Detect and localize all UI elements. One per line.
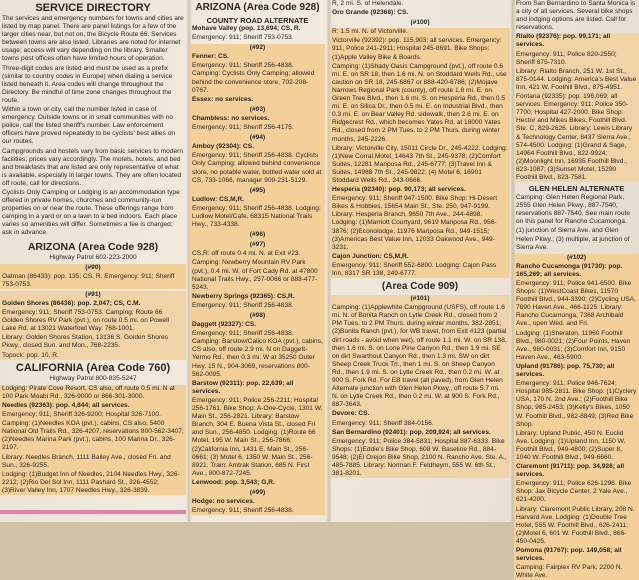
arizona-header: ARIZONA (Area Code 928) xyxy=(27,240,159,253)
fenner-details: Emergency: 911; Sheriff 256-4838. Camping: Cyclists Only Camping; allowed behind the convenience store, 702-208-0767. xyxy=(192,62,315,94)
area-code-909-header: (Area Code 909) xyxy=(381,281,459,293)
san-bernardino-details: Emergency: 911; Police 384-5831; Hospital 887-6333. Bike Shops: (1)Eddie's Bike Shop, 608 W. Baseline Rd., 884-9548; (2)El Orejon Bike Shop, 2100 N. Rancho Ave. Ste. A., 485-7885. Library: Norman F. Feldheym, 555 W. 6th St., 381-8201. xyxy=(332,437,507,478)
rialto-library: Library: Rialto Branch, 251 W. 1st St., 875-0144. Lodging: America's Best Value Inn, 421 W. Foothill Blvd., 875-4951. xyxy=(516,67,637,91)
golden-shores-details: Emergency: 911; Sheriff 753-0753. Camping: Route 66 Golden Shores RV Park (pvt.), on route 0.5 mi. on Powell Lake Rd. at 13021 Waterfowl Way. 768-1001. xyxy=(2,309,170,333)
chambless-emergency: Emergency: 911; Sheriff 256-4175. xyxy=(192,124,294,132)
cyclists-only-note: Cyclists Only Camping or Lodging is an accommodation type offered in private homes, churches and community-run properties on or near the route. These offerings range from camping in a yard or on a lawn to a bed indoors. Each place varies so amenities will differ. Sometimes a fee is charged; ask in advance. xyxy=(2,188,180,237)
needles-library: Library: Needles Branch, 1111 Bailey Ave., closed Fri. and Sun., 326-9255. xyxy=(2,453,171,469)
needles-emergency: Emergency: 911; Sheriff 326-9200; Hospital 326-7100. xyxy=(2,411,161,419)
barstow-entry: Barstow (92311): pop. 22,639; all services. xyxy=(192,379,294,395)
panel-100: (#100) xyxy=(410,19,430,27)
county-road-alternate-header: COUNTY ROAD ALTERNATE xyxy=(206,16,309,25)
helendale-entry: R, 2 mi. S. of Helendale. xyxy=(332,0,404,7)
hesperia-details: Emergency: 911; Sheriff 947-1500. Bike Shop: Hi-Desert Bikes & Hobbies, 15654 Main St., Ste. 250, 947-9199. Library: Hesperia Branch, 9650 7th Ave., 244-4898. Lodging: (1)Marriott Courtyard, 9619 Mariposa Rd., 956-3876; (2)Econolodge, 11976 Mariposa Rd., 949-1515; (3)Americas Best Value Inn, 12033 Oakwood Ave., 949-3231. xyxy=(332,195,498,251)
oro-grande-entry: Oro Grande (92368): CS. xyxy=(332,9,409,17)
victorville-camping: Camping: (1)Shady Oasis Campground (pvt.), off route 0.6 mi. E. on SR 18, then 1.6 mi. N. on Stoddard Wells Rd., use caution on SR 18, 245-6867 or 888-420-6786; (2)Mojave Narrows Regional Park (county), off route 1.8 mi. E. on Green Tree Blvd., then 1.6 mi. S. on Hesperia Rd., then 0.5 mi. E. on Silica Dr., then 0.5 mi. E. on Industrial Blvd., then 0.3 mi. E. on Bear Valley Rd. sidewalk, then 2.6 mi. E. on Ridgecrest Rd., which becomes Yates Rd. at 18000 Yates Rd., closed from 2 PM Tues. to 2 PM Thurs. during winter months, 245-2226. xyxy=(332,62,507,143)
fontana-entry: Fontana (92335): pop. 196,069; all services. Emergency: 911; Police 350-7700; Hospital 427-2000. Bike Shop: Hector and Mikes Bikes, Foothill Blvd. Ste. C, 829-2626. Library: Lewis Library & Technology Center, 8437 Sierra Ave., 574-4500. Lodging: (1)Grand & Sage, 14964 Foothill Blvd., 822-9924; (2)Moonlight Inn, 16935 Foothill Blvd., 823-1087; (3)Sunset Motel, 15290 Foothill Blvd., 823-7581. xyxy=(516,93,633,181)
california-header: CALIFORNIA (Area Code 760) xyxy=(15,361,171,374)
newberry-springs-entry: Newberry Springs (92365): CS,R. xyxy=(192,292,295,300)
mohave-valley-entry: Mohave Valley (pop. 13,694; CS, R. xyxy=(192,25,301,32)
directory-column-2 xyxy=(190,0,325,522)
hesperia-entry: Hesperia (92340): pop. 90,173; all services. xyxy=(332,186,466,194)
rancho-cucamonga-entry: Rancho Cucamonga (91730): pop. 165,269; all services. xyxy=(516,262,623,278)
rialto-emergency: Emergency: 911; Police 820-2550; Sheriff 875-7310. xyxy=(516,50,617,66)
fenner-entry: Fenner: CS. xyxy=(192,53,230,61)
golden-shores-library: Library: Golden Shores Station, 13136 S. Golden Shores Pkwy., closed Sun. and Mon., 768-2235. xyxy=(2,334,169,350)
glen-helen-junction: (1) junction of Sierra Ave. and Glen Helen Pkwy.; (3) multiple, at junction of Sierra Ave. xyxy=(516,227,630,251)
chambless-entry: Chambless: no services. xyxy=(192,114,270,122)
san-bernardino-entry: San Bernardino (92401): pop. 209,924; all services. xyxy=(332,428,491,436)
rialto-entry: Rialto (92376): pop. 99,171; all services. xyxy=(516,33,611,49)
pink-strip xyxy=(0,510,186,514)
pomona-entry: Pomona (91767): pop. 149,058; all services. xyxy=(516,547,622,563)
directory-column-4 xyxy=(514,0,639,580)
victorville-entry: Victorville (92392): pop. 115,903; all services. Emergency: 911; Police 241-2911; Hospital 245-8691. Bike Shops: (1)Apple Valley Bike & Boards. xyxy=(332,37,502,61)
ludlow-entry: Ludlow: CS,M,R. xyxy=(192,195,245,203)
newberry-springs-emergency: Emergency: 911; Sheriff 256-4838. xyxy=(192,301,294,309)
emergency-note: Within a town or city, call the number listed in case of emergency. Outside towns or in small communities with no police, call the listed sheriff's number. Law enforcement officers have proved repeatedly to be cyclists' best allies on our routes. xyxy=(2,106,176,146)
cajon-junction-entry: Cajon Junction: CS,M,R. xyxy=(332,252,409,260)
california-highway-patrol: Highway Patrol 800-835-5247 xyxy=(49,374,137,382)
devore-emergency: Emergency: 911; Sheriff 384-0156. xyxy=(332,419,434,427)
victorville-lodging: Library: Victorville City, 15011 Circle Dr., 245-4222. Lodging: (1)New Corral Motel, 14643 7th St., 245-9378; (2)Comfort Suites, 12281 Mariposa Rd., 245-6777; (3)Travel Inn & Suites, 14988 7th St., 245-9822; (4) Motel 6, 16901 Stoddard Wells Rd., 243-0666. xyxy=(332,144,508,184)
claremont-library: Library: Claremont Public Library, 208 N. Harvard Ave. Lodging: (1)Double Tree Hotel, 555 W. Foothill Blvd., 626-2411; (2)Motel 6, 601 W. Foothill Blvd., 866-450-0425. xyxy=(516,505,635,545)
directory-column-1 xyxy=(0,0,186,522)
panel-95: (#95) xyxy=(249,186,266,194)
upland-entry: Upland (91786): pop. 75,730; all services. xyxy=(516,362,615,379)
needles-entry: Needles (92363): pop. 4,844; all services. xyxy=(2,401,130,409)
ludlow-details: Emergency: 911; Sheriff 256-4838. Lodging: Ludlow Motel/Cafe, 68315 National Trails Hwy., 733-4338. xyxy=(192,204,321,229)
panel-90: (#90) xyxy=(85,263,101,271)
amboy-details: Emergency: 911; Sheriff 256-4838. Cyclists Only Camping: allowed behind convenience store, no potable water, bottled water sold at CS, 733-1066, manager 909-231-5129. xyxy=(192,152,322,184)
glen-helen-header: GLEN HELEN ALTERNATE xyxy=(528,184,625,194)
santa-monica-note: From San Bernardino to Santa Monica is a city of all services. Several bike shops and lodging options are listed. Call for reservations. xyxy=(516,0,636,32)
panel-96: (#96) xyxy=(249,231,266,239)
essex-entry: Essex: no services. xyxy=(192,95,254,103)
topock-entry: Topock: pop. 10, R. xyxy=(2,351,59,359)
rancho-cucamonga-lodging: Lodging: (1)Sheraton, 11960 Foothill Blvd., 980-0021; (2)Four Points, Haven Ave., 980-0031; (3)Comfort Inn, 9150 Haven Ave., 463-5900. xyxy=(516,329,631,361)
needles-camping: Camping: (1)Needles KOA (pvt.), cabins, CS also, 5400 National Old Trails Rd., 326-4207, reservations 800-562-3407; (2)Needles Marina Park (pvt.), cabins, 100 Marina Dr., 326-2197. xyxy=(2,420,184,452)
glen-helen-camping: Camping: Glen Helen Regional Park, 2555 Glen Helen Pkwy., 887-7540, reservations 887-7540. See main route on this panel for Rancho Cucamonga. xyxy=(516,194,630,226)
panel-93: (#93) xyxy=(249,105,266,113)
panel-91: (#91) xyxy=(85,290,101,298)
service-directory-title: SERVICE DIRECTORY xyxy=(35,2,151,14)
oatman-entry: Oatman (86433): pop. 135; CS, R. Emergency: 911; Sheriff 753-0753. xyxy=(2,272,175,288)
panel-99: (#99) xyxy=(249,488,266,496)
directory-column-3 xyxy=(330,0,510,522)
exit-23-entry: CS,R: off route 0.4 mi. N. at Exit #23. xyxy=(192,250,301,258)
amboy-entry: Amboy (92304): CS. xyxy=(192,143,254,151)
panel-92: (#92) xyxy=(249,44,266,52)
panel-101: (#101) xyxy=(410,295,430,303)
area-code-note: Three-digit codes are listed and must be used as a prefix (similar to country codes in Europe) when dialing a service listed beneath it. Area codes will change throughout the Directory. Be mindful of time zone changes throughout the route. xyxy=(2,64,173,104)
pomona-camping: Camping: Fairplex RV Park, 2200 N. White Ave. xyxy=(516,564,623,580)
upland-details: Emergency: 911; Police 946-7624; Hospital 985-2811. Bike Shop: (1)Cyclery USA, 170 N. 2nd Ave.; (2)Foothill Bike Shop, 985-2453; (3)Kelly's Bikes, 1050 W. Foothill Blvd., 982-8849; (3)Red Bike Shop. xyxy=(516,380,637,428)
claremont-details: Emergency: 911; Police 626-1296. Bike Shop: Jax Bicycle Center, 2 Yale Ave., 621-4200. xyxy=(516,480,632,504)
daggett-entry: Daggett (92327): CS. xyxy=(192,321,257,329)
golden-shores-entry: Golden Shores (86436): pop. 2,047; CS, C.M. xyxy=(2,300,141,307)
intro-text: The services and emergency numbers for towns and cities are listed by map panel. There are panel listings for a few of the larger cities near, but not on, the Bicycle Route 66. Services between towns are also listed. Libraries are noted for internet usage; access will vary depending on the library. Smaller towns post offices often have limited hours of operation. xyxy=(2,15,184,63)
panel-97: (#97) xyxy=(249,241,266,249)
daggett-details: Emergency: 911; Sheriff 256-4838. Camping: Barstow/Calico KOA (pvt.), cabins, CS also, off route 2.9 mi. N on Daggett-Yermo Rd., then 0.3 mi. W at 35250 Outer Hwy. 15 N., 904-3069, reservations 800-562-0095. xyxy=(192,330,323,378)
victorville-r-entry: R: 1.5 mi. N. of Victorville. xyxy=(332,28,408,36)
newberry-camping: Camping: Newberry Mountain RV Park (pvt.), 0.4 mi. W. of Fort Cady Rd. at 47800 National Trails Hwy., 257-0066 or 888-477-5243. xyxy=(192,259,318,291)
panel-98: (#98) xyxy=(249,312,266,319)
cajon-junction-details: Emergency: 911; Sheriff 552-6800. Lodging: Cajon Pass Inn, 8317 SR 138, 249-6777. xyxy=(332,261,497,277)
pirate-cove-entry: Lodging: Pirate Cove Resort, CS also, off route 0.5 mi. N at 100 Park Moabi Rd., 326-9000 or 866-301-3000. xyxy=(2,384,175,400)
claremont-entry: Claremont (91711): pop. 34,926; all services. xyxy=(516,463,625,479)
panel-94: (#94) xyxy=(249,134,266,142)
upland-library: Library: Upland Public, 450 N. Euclid Ave. Lodging: (1)Upland Inn, 1150 W. Foothill Blvd., 949-4800; (2)Super 8, 1040 W. Foothill Blvd., 949-6660. xyxy=(516,429,626,461)
needles-lodging: Lodging: (1)Budget Inn of Needles, 2104 Needles Hwy., 326-2212; (2)Rio Del Sol Inn, 1111 Pashard St., 326-4552; (3)River Valley Inn, 1707 Needles Hwy., 326-3839. xyxy=(2,470,180,494)
hodge-emergency: Emergency: 911; Sheriff 256-4838. xyxy=(192,507,294,515)
applewhite-camping: Camping: (1)Applewhite Campground (USFS), off route 1.6 mi. N. of Bonita Ranch on Lytle Creek Rd., closed from 2 PM Tues. to 2 PM Thurs. during winter months, 382-2851; (2)Bonita Ranch (pvt.), for WB travel, from Exit #123 (partial dirt roads - avoid when wet), off route 1.1 mi. W. on SR 138, then 1.6 mi. S. on Lone Pine Canyon Rd., then 1.9 mi. SE on dirt Swarthout Canyon Rd., then 1.3 mi. SW on dirt Sheep Creek Truck Trl., then 1 mi. S. on Sheep Canyon Rd., then 1.9 mi. S. on Lytle Creek Rd., then 0.2 mi. W. at 900 S. Fork Rd. For EB travel (all paved), from Glen Helen Alternate junction with Glen Helen Pkwy., off route 5.7 mi. N. on Lytle Creek Rd., then 0.2 mi. W. at 900 S. Fork Rd., 887-3643. xyxy=(332,304,507,409)
barstow-details: Emergency: 911; Police 256-2211; Hospital 256-1761. Bike Shop: A-One-Cycle, 1301 W. Main St., 256-2821. Library: Barstow Branch, 304 E. Buena Vista St., closed Fri and Sun., 256-4850. Lodging: (1)Route 66 Motel, 195 W. Main St., 256-7866; (2)California Inn, 1431 E. Main St., 256-0661; (3) Motel 6, 1350 W. Main St., 256-8921. Train: Amtrak Station, 685 N. First Ave., 800-872-7245. xyxy=(192,396,323,477)
arizona-header-2: ARIZONA (Area Code 928) xyxy=(195,2,320,13)
devore-entry: Devore: CS. xyxy=(332,410,370,418)
hodge-entry: Hodge: no services. xyxy=(192,498,255,506)
rancho-cucamonga-details: Emergency: 911; Police 941-6500. Bike Shops: (1)WestCoast Bikes, 11570 Foothill Blvd., 944-3390; (2)Cycling USA, 7890 Haven Ave., 466-1125. Library: Rancho Cucamonga, 7368 Archibald Ave., open Wed. and Fri. xyxy=(516,280,636,328)
lenwood-entry: Lenwood: pop. 3,543; G,R. xyxy=(192,478,275,486)
panel-102: (#102) xyxy=(566,253,587,261)
arizona-highway-patrol: Highway Patrol 602-223-2000 xyxy=(49,253,137,261)
campground-note: Campgrounds and hostels vary from basic services to modern facilities; prices vary accordingly. The motels, hotels, and bed and breakfasts that are listed are only representative of what is available, especially in larger towns. They are often located off route, call for directions. xyxy=(2,147,184,187)
mohave-valley-emergency: Emergency: 911; Sheriff 753-0753. xyxy=(192,34,294,42)
